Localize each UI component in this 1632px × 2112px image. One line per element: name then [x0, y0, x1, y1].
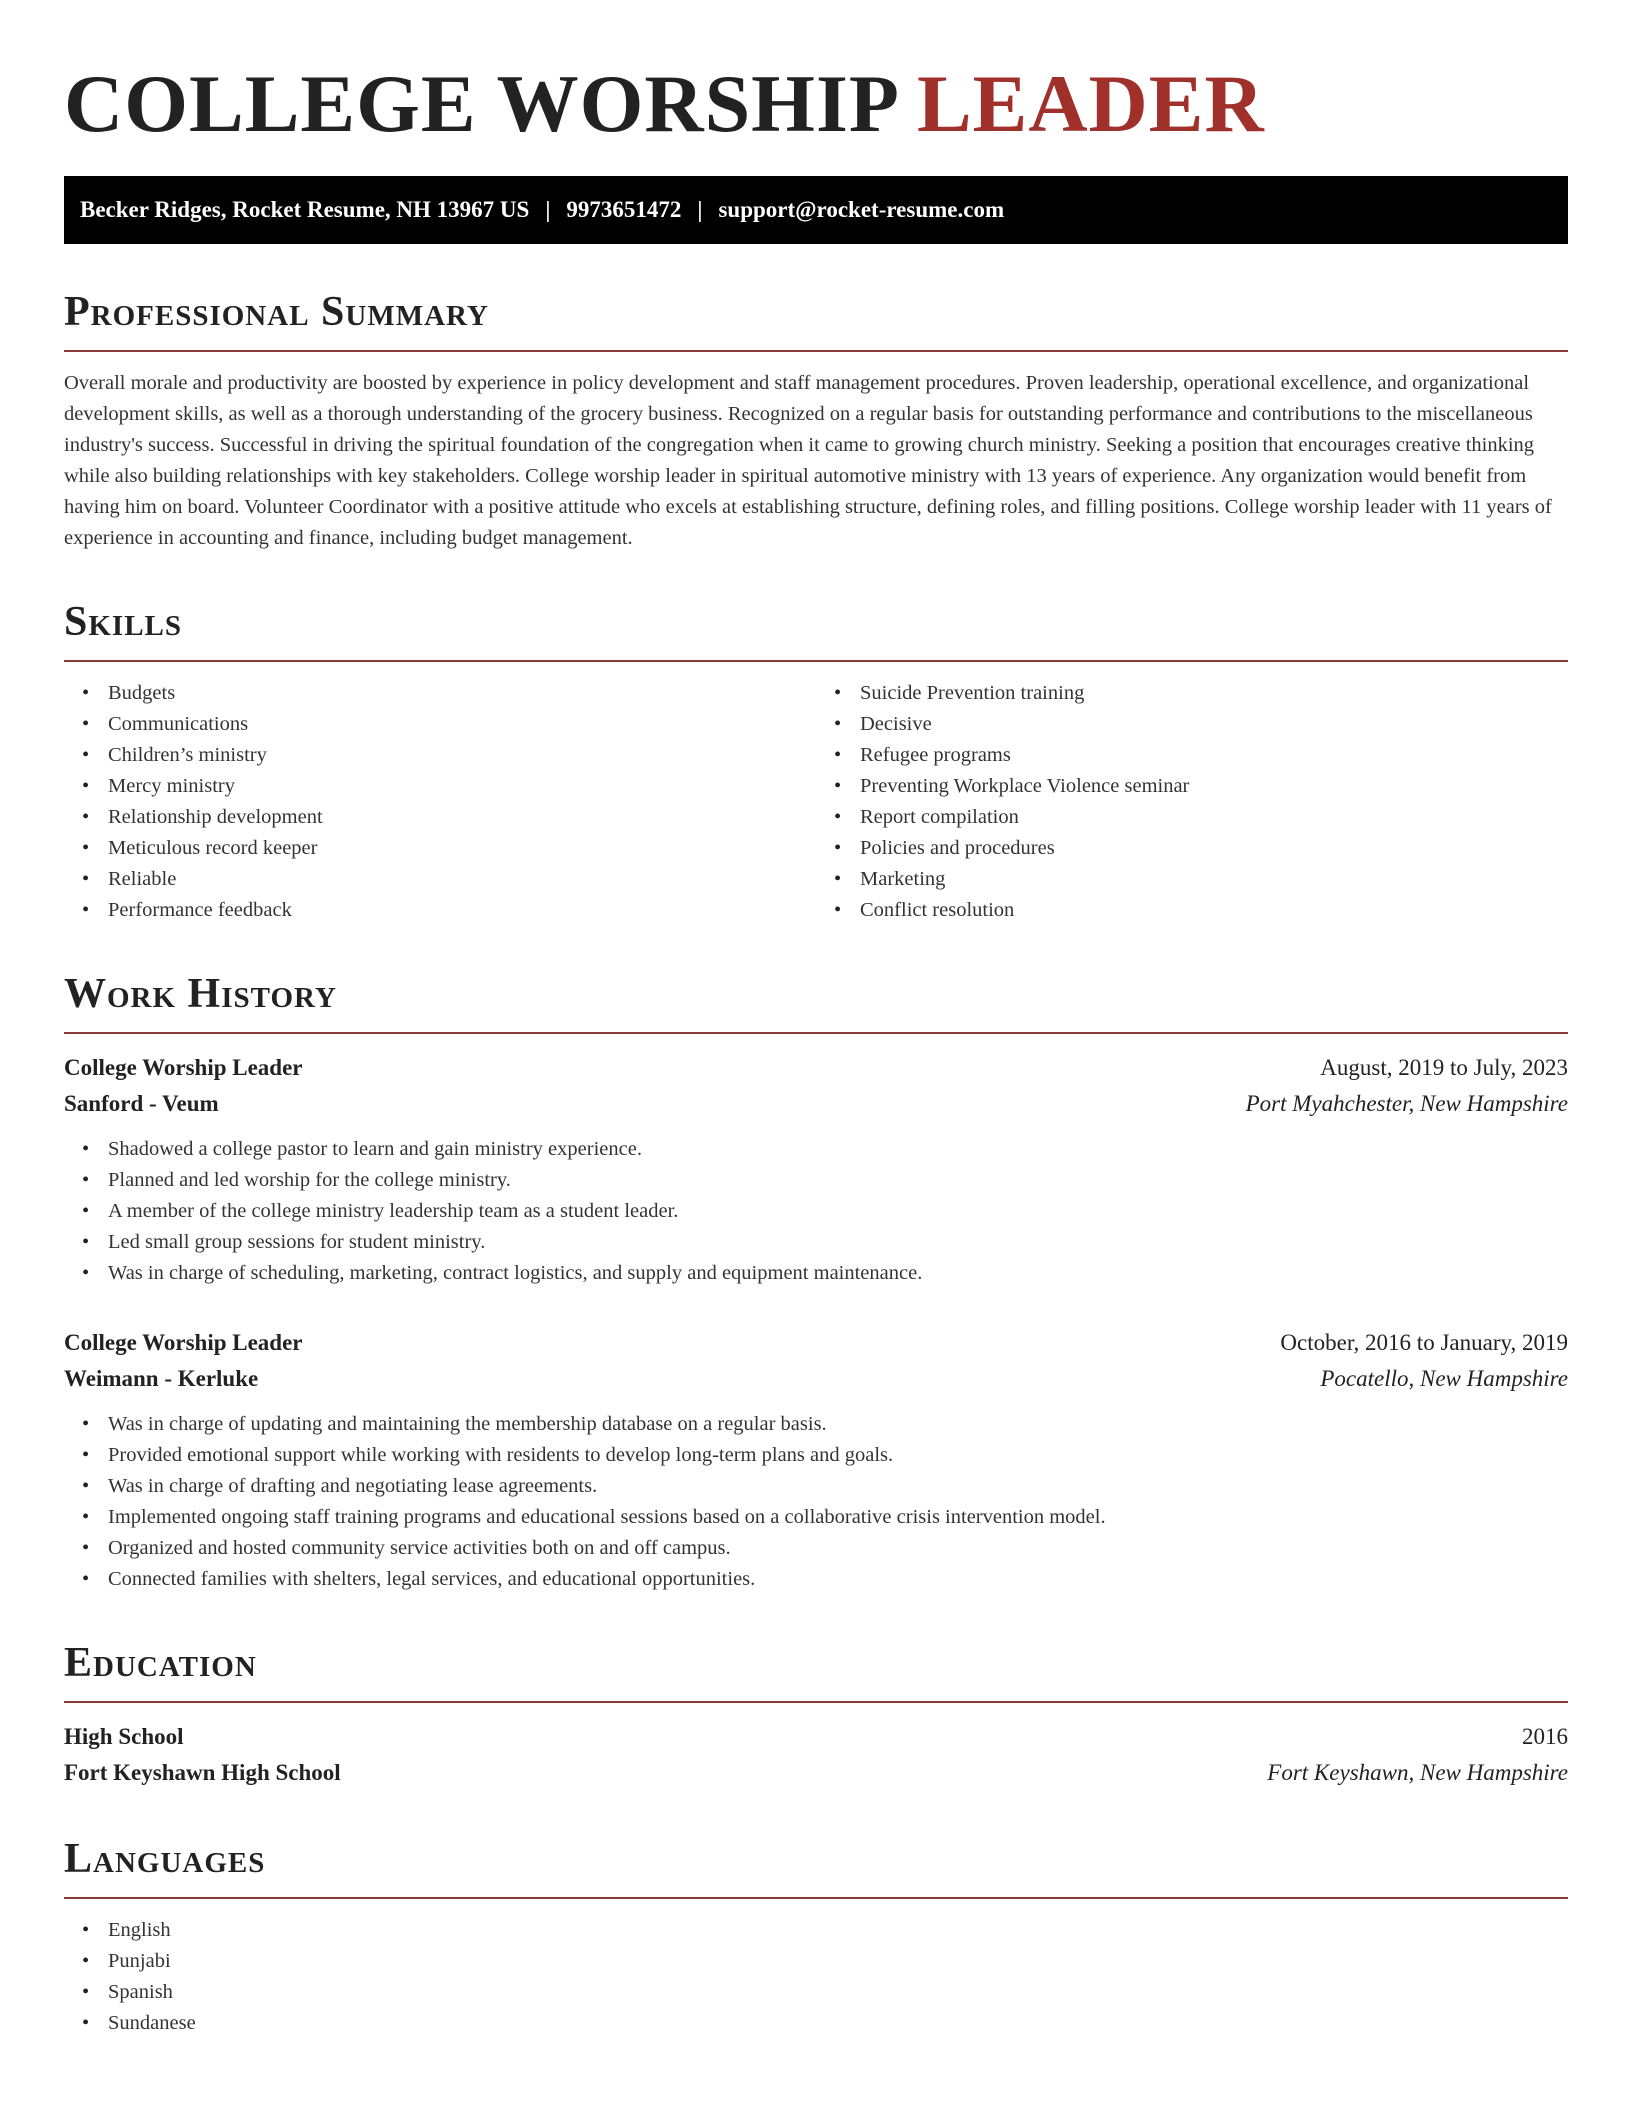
job-location: Pocatello, New Hampshire	[1320, 1366, 1568, 1391]
language-item: • English	[64, 1915, 1568, 1946]
job-duties-list	[64, 1134, 1568, 1289]
skill-item: • Conflict resolution	[816, 895, 1568, 926]
skill-item: • Reliable	[64, 864, 816, 895]
job-duty: • A member of the college ministry leadership team as a student leader.	[64, 1196, 1568, 1227]
skill-item: • Policies and procedures	[816, 833, 1568, 864]
contact-address: Becker Ridges, Rocket Resume, NH 13967 US	[80, 197, 530, 222]
language-item: • Spanish	[64, 1977, 1568, 2008]
section-divider	[64, 1897, 1568, 1899]
skill-item: • Refugee programs	[816, 740, 1568, 771]
language-item: • Punjabi	[64, 1946, 1568, 1977]
education-year: 2016	[1522, 1724, 1568, 1749]
languages-heading: Languages	[64, 1836, 266, 1882]
job-duty: • Planned and led worship for the college ministry.	[64, 1165, 1568, 1196]
contact-separator: |	[697, 197, 703, 222]
job-duty: • Shadowed a college pastor to learn and gain ministry experience.	[64, 1134, 1568, 1165]
job-company: Weimann - Kerluke	[64, 1366, 259, 1391]
language-item: • Sundanese	[64, 2008, 1568, 2039]
skill-item: • Preventing Workplace Violence seminar	[816, 771, 1568, 802]
languages-list	[64, 1915, 1568, 2039]
education-degree-row	[64, 1719, 1568, 1755]
skill-item: • Marketing	[816, 864, 1568, 895]
education-location: Fort Keyshawn, New Hampshire	[1267, 1760, 1568, 1785]
job-title: College Worship Leader	[64, 1330, 303, 1355]
section-divider	[64, 1032, 1568, 1034]
section-divider	[64, 350, 1568, 352]
work-history-heading: Work History	[64, 971, 337, 1017]
skill-item: • Children’s ministry	[64, 740, 816, 771]
job-duty: • Provided emotional support while working with residents to develop long-term plans and goals.	[64, 1440, 1568, 1471]
languages-section	[64, 1835, 1568, 2039]
work-history-section	[64, 970, 1568, 1595]
job-company-row	[64, 1086, 1568, 1122]
skills-grid	[64, 678, 1568, 926]
job-duty: • Organized and hosted community service activities both on and off campus.	[64, 1533, 1568, 1564]
job-duty: • Was in charge of drafting and negotiating lease agreements.	[64, 1471, 1568, 1502]
job-location: Port Myahchester, New Hampshire	[1245, 1091, 1568, 1116]
skill-item: • Suicide Prevention training	[816, 678, 1568, 709]
skill-item: • Report compilation	[816, 802, 1568, 833]
job-dates: October, 2016 to January, 2019	[1280, 1330, 1568, 1355]
education-school: Fort Keyshawn High School	[64, 1760, 341, 1785]
contact-separator: |	[545, 197, 551, 222]
skills-list-left	[64, 678, 816, 926]
skill-item: • Mercy ministry	[64, 771, 816, 802]
section-divider	[64, 1701, 1568, 1703]
section-divider	[64, 660, 1568, 662]
job-duty: • Was in charge of updating and maintaining the membership database on a regular basis.	[64, 1409, 1568, 1440]
summary-heading: Professional Summary	[64, 289, 489, 335]
job-entry	[64, 1325, 1568, 1595]
job-title: College Worship Leader	[64, 1055, 303, 1080]
skills-section	[64, 598, 1568, 926]
education-school-row	[64, 1755, 1568, 1791]
job-duty: • Led small group sessions for student ministry.	[64, 1227, 1568, 1258]
title-accent: LEADER	[916, 58, 1265, 149]
skill-item: • Performance feedback	[64, 895, 816, 926]
job-header-row	[64, 1325, 1568, 1361]
job-duty: • Implemented ongoing staff training programs and educational sessions based on a collaborative crisis intervention model.	[64, 1502, 1568, 1533]
skill-item: • Communications	[64, 709, 816, 740]
education-section	[64, 1639, 1568, 1791]
contact-email: support@rocket-resume.com	[718, 197, 1005, 222]
contact-bar	[64, 176, 1568, 244]
job-duty: • Was in charge of scheduling, marketing, contract logistics, and supply and equipment maintenance.	[64, 1258, 1568, 1289]
job-entry	[64, 1050, 1568, 1289]
job-duties-list	[64, 1409, 1568, 1595]
job-company-row	[64, 1361, 1568, 1397]
skill-item: • Decisive	[816, 709, 1568, 740]
skill-item: • Relationship development	[64, 802, 816, 833]
job-company: Sanford - Veum	[64, 1091, 219, 1116]
job-header-row	[64, 1050, 1568, 1086]
summary-section	[64, 288, 1568, 554]
contact-phone: 9973651472	[566, 197, 682, 222]
skills-heading: Skills	[64, 599, 183, 645]
education-heading: Education	[64, 1640, 257, 1686]
title-main: COLLEGE WORSHIP	[64, 58, 896, 149]
summary-text: Overall morale and productivity are boosted by experience in policy development and staff management procedures. Proven leadership, operational excellence, and organizational development skills, as well as a thorough understanding of the grocery business. Recognized on a regular basis for outstanding performance and contributions to the miscellaneous industry's success. Successful in driving the spiritual foundation of the congregation when it came to growing church ministry. Seeking a position that encourages creative thinking while also building relationships with key stakeholders. College worship leader in spiritual automotive ministry with 13 years of experience. Any organization would benefit from having him on board. Volunteer Coordinator with a positive attitude who excels at establishing structure, defining roles, and filling positions. College worship leader with 11 years of experience in accounting and finance, including budget management.	[64, 372, 1552, 549]
skill-item: • Meticulous record keeper	[64, 833, 816, 864]
job-duty: • Connected families with shelters, legal services, and educational opportunities.	[64, 1564, 1568, 1595]
education-degree: High School	[64, 1724, 184, 1749]
skill-item: • Budgets	[64, 678, 816, 709]
skills-list-right	[816, 678, 1568, 926]
job-dates: August, 2019 to July, 2023	[1320, 1055, 1568, 1080]
resume-title	[64, 56, 1568, 152]
